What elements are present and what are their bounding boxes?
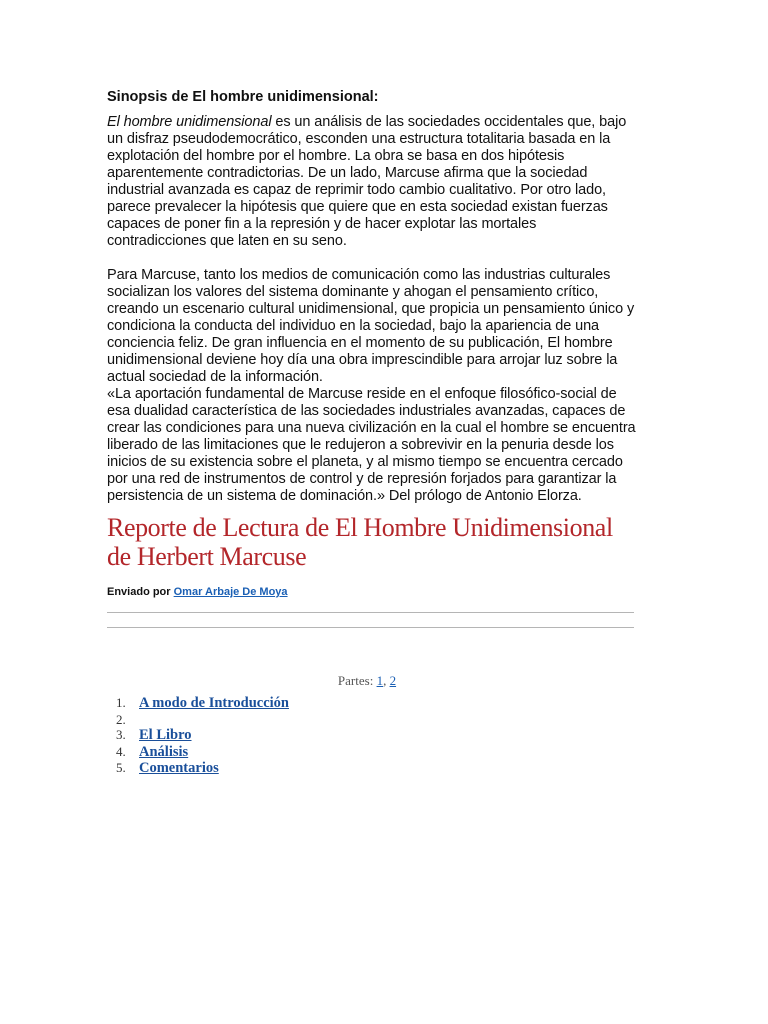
toc-link-introduccion[interactable]: A modo de Introducción (139, 695, 289, 711)
synopsis-paragraph-1-text: es un análisis de las sociedades occidentales que, bajo un disfraz pseudodemocrático, esconden una estructura totalitaria basada en la explotación del hombre por el hombre. La obra se basa en dos hipótesis aparentemente contradictorias. De un lado, Marcuse afirma que la sociedad industrial avanzada es capaz de reprimir todo cambio cualitativo. Por otro lado, parece prevalecer la hipótesis que quiere que en esta sociedad existan fuerzas capaces de poner fin a la represión y de hacer explotar las mortales contradicciones que laten en su seno. (107, 114, 627, 249)
toc-item (107, 760, 637, 777)
report-title: Reporte de Lectura de El Hombre Unidimensional de Herbert Marcuse (107, 513, 613, 571)
toc-item-number: 3. (116, 727, 126, 742)
toc-item-number: 5. (116, 760, 126, 775)
pagination-separator: , (383, 673, 390, 688)
divider-top (107, 612, 634, 613)
synopsis-paragraph-2: Para Marcuse, tanto los medios de comunicación como las industrias culturales socializan los valores del sistema dominante y ahogan el pensamiento crítico, creando un escenario cultural unidimensional, que propicia un pensamiento único y condiciona la conducta del individuo en la sociedad, bajo la apariencia de una conciencia feliz. De gran influencia en el momento de su publicación, El hombre unidimensional deviene hoy día una obra imprescindible para arrojar luz sobre la actual sociedad de la información. (107, 267, 635, 385)
toc-link-comentarios[interactable]: Comentarios (139, 760, 219, 776)
byline-label: Enviado por (107, 586, 174, 598)
pagination (107, 673, 627, 689)
paragraph-gap (107, 250, 637, 267)
toc-item-number: 2. (116, 711, 126, 727)
synopsis-paragraph-1 (107, 114, 637, 250)
author-link[interactable]: Omar Arbaje De Moya (173, 586, 288, 598)
page-link-2[interactable]: 2 (389, 673, 397, 688)
toc-link-analisis[interactable]: Análisis (139, 743, 189, 760)
toc-item (107, 744, 637, 761)
document-page (107, 88, 637, 777)
byline (107, 586, 637, 598)
toc-item (107, 727, 637, 744)
book-title-italic: El hombre unidimensional (107, 114, 272, 130)
table-of-contents (107, 695, 637, 777)
pagination-label: Partes: (337, 673, 377, 688)
divider-bottom (107, 627, 634, 628)
toc-item-number: 1. (116, 695, 126, 710)
toc-link-el-libro[interactable]: El Libro (139, 727, 192, 743)
toc-item-number: 4. (116, 743, 126, 759)
page-link-1[interactable]: 1 (376, 673, 384, 688)
toc-item (107, 712, 637, 728)
toc-item (107, 695, 637, 712)
synopsis-heading: Sinopsis de El hombre unidimensional: (107, 89, 379, 105)
synopsis-paragraph-3: «La aportación fundamental de Marcuse reside en el enfoque filosófico-social de esa dualidad característica de las sociedades industriales avanzadas, capaces de crear las condiciones para una nueva civilización en la cual el hombre se encuentra liberado de las limitaciones que le redujeron a sobrevivir en la penuria desde los inicios de su existencia sobre el planeta, y al mismo tiempo se encuentra cercado por una red de instrumentos de control y de represión forjados para garantizar la persistencia de un sistema de dominación.» Del prólogo de Antonio Elorza. (107, 386, 636, 504)
